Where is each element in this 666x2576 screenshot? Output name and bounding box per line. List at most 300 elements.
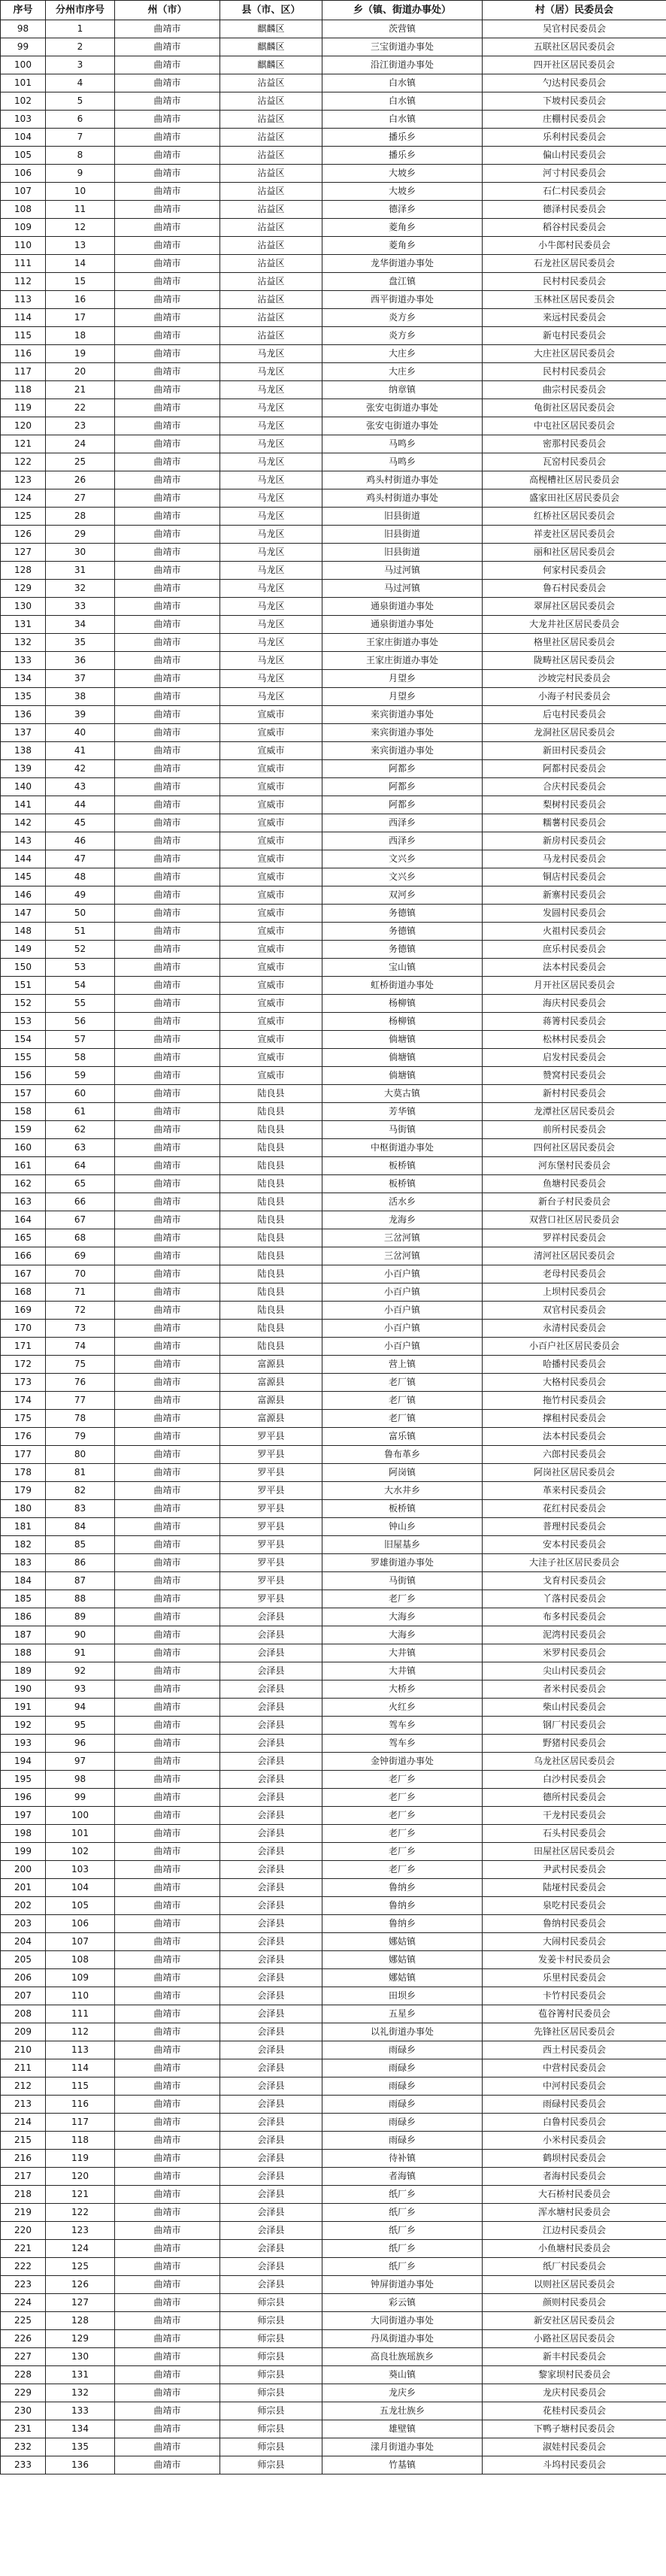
cell-committee: 鹤坝村民委员会	[483, 2150, 666, 2168]
table-row	[1, 20, 666, 38]
table-row	[1, 2168, 666, 2186]
cell-seq: 186	[1, 1608, 46, 1626]
cell-committee: 新屯村民委员会	[483, 327, 666, 345]
cell-committee: 糯薯村民委员会	[483, 814, 666, 832]
cell-city-seq: 111	[46, 2005, 115, 2023]
cell-county: 会泽县	[220, 1861, 322, 1879]
cell-city-seq: 130	[46, 2348, 115, 2366]
cell-township: 西泽乡	[322, 832, 483, 850]
cell-committee: 合庆村民委员会	[483, 778, 666, 796]
cell-committee: 米罗村民委员会	[483, 1644, 666, 1662]
cell-prefecture: 曲靖市	[115, 1987, 220, 2005]
table-row	[1, 381, 666, 399]
table-row	[1, 2438, 666, 2456]
table-row	[1, 1410, 666, 1428]
cell-seq: 131	[1, 616, 46, 634]
cell-city-seq: 99	[46, 1789, 115, 1807]
cell-committee: 哈播村民委员会	[483, 1356, 666, 1374]
cell-township: 雨碌乡	[322, 2041, 483, 2059]
cell-committee: 新寨村民委员会	[483, 886, 666, 905]
cell-county: 师宗县	[220, 2420, 322, 2438]
cell-township: 菱角乡	[322, 237, 483, 255]
cell-committee: 者海村民委员会	[483, 2168, 666, 2186]
cell-seq: 155	[1, 1049, 46, 1067]
table-row	[1, 1085, 666, 1103]
cell-prefecture: 曲靖市	[115, 742, 220, 760]
cell-county: 马龙区	[220, 634, 322, 652]
cell-county: 沾益区	[220, 201, 322, 219]
cell-committee: 革来村民委员会	[483, 1482, 666, 1500]
table-row	[1, 2059, 666, 2077]
cell-county: 沾益区	[220, 327, 322, 345]
cell-township: 纸厂乡	[322, 2222, 483, 2240]
cell-township: 大井镇	[322, 1644, 483, 1662]
cell-county: 会泽县	[220, 1969, 322, 1987]
cell-county: 师宗县	[220, 2348, 322, 2366]
cell-seq: 219	[1, 2204, 46, 2222]
cell-prefecture: 曲靖市	[115, 273, 220, 291]
table-row	[1, 1121, 666, 1139]
cell-county: 宣威市	[220, 796, 322, 814]
table-row	[1, 941, 666, 959]
table-row	[1, 2150, 666, 2168]
cell-township: 德泽乡	[322, 201, 483, 219]
cell-township: 雄壁镇	[322, 2420, 483, 2438]
cell-seq: 191	[1, 1699, 46, 1717]
cell-county: 陆良县	[220, 1139, 322, 1157]
cell-city-seq: 115	[46, 2077, 115, 2096]
cell-prefecture: 曲靖市	[115, 868, 220, 886]
cell-committee: 撑租村民委员会	[483, 1410, 666, 1428]
cell-prefecture: 曲靖市	[115, 255, 220, 273]
cell-township: 务德镇	[322, 905, 483, 923]
cell-prefecture: 曲靖市	[115, 1879, 220, 1897]
table-row	[1, 1735, 666, 1753]
cell-city-seq: 124	[46, 2240, 115, 2258]
cell-prefecture: 曲靖市	[115, 1536, 220, 1554]
cell-city-seq: 100	[46, 1807, 115, 1825]
cell-prefecture: 曲靖市	[115, 1211, 220, 1229]
cell-city-seq: 103	[46, 1861, 115, 1879]
table-row	[1, 435, 666, 453]
cell-committee: 大龙井社区居民委员会	[483, 616, 666, 634]
cell-prefecture: 曲靖市	[115, 2276, 220, 2294]
table-row	[1, 634, 666, 652]
cell-city-seq: 67	[46, 1211, 115, 1229]
cell-township: 纸厂乡	[322, 2258, 483, 2276]
table-row	[1, 2294, 666, 2312]
cell-county: 马龙区	[220, 399, 322, 417]
cell-prefecture: 曲靖市	[115, 201, 220, 219]
table-row	[1, 508, 666, 526]
cell-county: 会泽县	[220, 2258, 322, 2276]
cell-prefecture: 曲靖市	[115, 760, 220, 778]
cell-county: 宣威市	[220, 1049, 322, 1067]
cell-committee: 盛家田社区居民委员会	[483, 489, 666, 508]
cell-committee: 纸厂村民委员会	[483, 2258, 666, 2276]
cell-seq: 169	[1, 1302, 46, 1320]
cell-prefecture: 曲靖市	[115, 562, 220, 580]
cell-seq: 130	[1, 598, 46, 616]
cell-committee: 黎家坝村民委员会	[483, 2366, 666, 2384]
cell-committee: 发姜卡村民委员会	[483, 1951, 666, 1969]
cell-seq: 225	[1, 2312, 46, 2330]
cell-city-seq: 49	[46, 886, 115, 905]
cell-seq: 145	[1, 868, 46, 886]
cell-seq: 189	[1, 1662, 46, 1680]
cell-seq: 128	[1, 562, 46, 580]
cell-seq: 181	[1, 1518, 46, 1536]
cell-city-seq: 29	[46, 526, 115, 544]
cell-prefecture: 曲靖市	[115, 1157, 220, 1175]
cell-committee: 尹武村民委员会	[483, 1861, 666, 1879]
cell-prefecture: 曲靖市	[115, 165, 220, 183]
cell-county: 会泽县	[220, 2132, 322, 2150]
cell-seq: 194	[1, 1753, 46, 1771]
cell-prefecture: 曲靖市	[115, 995, 220, 1013]
table-row	[1, 2132, 666, 2150]
cell-city-seq: 52	[46, 941, 115, 959]
cell-seq: 197	[1, 1807, 46, 1825]
cell-county: 会泽县	[220, 2240, 322, 2258]
table-row	[1, 598, 666, 616]
cell-county: 富源县	[220, 1356, 322, 1374]
cell-township: 高良壮族瑶族乡	[322, 2348, 483, 2366]
cell-seq: 156	[1, 1067, 46, 1085]
cell-prefecture: 曲靖市	[115, 1464, 220, 1482]
cell-township: 纸厂乡	[322, 2240, 483, 2258]
cell-prefecture: 曲靖市	[115, 363, 220, 381]
cell-seq: 124	[1, 489, 46, 508]
cell-county: 宣威市	[220, 1067, 322, 1085]
cell-prefecture: 曲靖市	[115, 1410, 220, 1428]
cell-township: 娜姑镇	[322, 1951, 483, 1969]
cell-county: 宣威市	[220, 1013, 322, 1031]
cell-county: 会泽县	[220, 1987, 322, 2005]
table-row	[1, 1626, 666, 1644]
cell-seq: 164	[1, 1211, 46, 1229]
cell-city-seq: 28	[46, 508, 115, 526]
table-row	[1, 2276, 666, 2294]
cell-county: 会泽县	[220, 1699, 322, 1717]
cell-city-seq: 27	[46, 489, 115, 508]
cell-city-seq: 10	[46, 183, 115, 201]
cell-seq: 210	[1, 2041, 46, 2059]
cell-city-seq: 75	[46, 1356, 115, 1374]
cell-county: 会泽县	[220, 1915, 322, 1933]
cell-city-seq: 113	[46, 2041, 115, 2059]
cell-county: 马龙区	[220, 471, 322, 489]
cell-committee: 普理村民委员会	[483, 1518, 666, 1536]
cell-city-seq: 136	[46, 2456, 115, 2474]
cell-city-seq: 132	[46, 2384, 115, 2402]
cell-committee: 月开社区居民委员会	[483, 977, 666, 995]
cell-seq: 230	[1, 2402, 46, 2420]
cell-prefecture: 曲靖市	[115, 399, 220, 417]
cell-committee: 德所村民委员会	[483, 1789, 666, 1807]
cell-city-seq: 13	[46, 237, 115, 255]
cell-prefecture: 曲靖市	[115, 2420, 220, 2438]
cell-seq: 166	[1, 1247, 46, 1265]
cell-prefecture: 曲靖市	[115, 1446, 220, 1464]
table-row	[1, 2222, 666, 2240]
cell-committee: 鱼塘村民委员会	[483, 1175, 666, 1193]
table-row	[1, 1590, 666, 1608]
table-row	[1, 1500, 666, 1518]
cell-city-seq: 125	[46, 2258, 115, 2276]
cell-committee: 野猪村民委员会	[483, 1735, 666, 1753]
cell-committee: 中河村民委员会	[483, 2077, 666, 2096]
cell-committee: 格里社区居民委员会	[483, 634, 666, 652]
cell-prefecture: 曲靖市	[115, 2168, 220, 2186]
cell-township: 鲁纳乡	[322, 1879, 483, 1897]
cell-prefecture: 曲靖市	[115, 38, 220, 56]
table-row	[1, 1229, 666, 1247]
cell-committee: 下鸭子塘村民委员会	[483, 2420, 666, 2438]
cell-township: 旧县街道	[322, 544, 483, 562]
cell-seq: 115	[1, 327, 46, 345]
cell-county: 会泽县	[220, 2222, 322, 2240]
cell-township: 中枢街道办事处	[322, 1139, 483, 1157]
table-row	[1, 2186, 666, 2204]
cell-county: 罗平县	[220, 1446, 322, 1464]
cell-committee: 密那村民委员会	[483, 435, 666, 453]
cell-committee: 白沙村民委员会	[483, 1771, 666, 1789]
cell-prefecture: 曲靖市	[115, 923, 220, 941]
cell-committee: 法本村民委员会	[483, 1428, 666, 1446]
cell-prefecture: 曲靖市	[115, 381, 220, 399]
cell-city-seq: 2	[46, 38, 115, 56]
cell-seq: 208	[1, 2005, 46, 2023]
cell-seq: 187	[1, 1626, 46, 1644]
cell-seq: 163	[1, 1193, 46, 1211]
cell-committee: 雨碌村民委员会	[483, 2096, 666, 2114]
table-row	[1, 814, 666, 832]
cell-prefecture: 曲靖市	[115, 832, 220, 850]
cell-township: 阿岗镇	[322, 1464, 483, 1482]
cell-prefecture: 曲靖市	[115, 2114, 220, 2132]
cell-county: 罗平县	[220, 1554, 322, 1572]
cell-township: 月望乡	[322, 670, 483, 688]
cell-seq: 182	[1, 1536, 46, 1554]
cell-seq: 180	[1, 1500, 46, 1518]
table-row	[1, 905, 666, 923]
cell-county: 会泽县	[220, 2186, 322, 2204]
table-header-row	[1, 1, 666, 20]
cell-county: 沾益区	[220, 291, 322, 309]
cell-township: 白水镇	[322, 92, 483, 111]
table-row	[1, 724, 666, 742]
cell-prefecture: 曲靖市	[115, 2096, 220, 2114]
cell-township: 虹桥街道办事处	[322, 977, 483, 995]
cell-county: 沾益区	[220, 255, 322, 273]
cell-county: 罗平县	[220, 1536, 322, 1554]
cell-township: 旧县街道	[322, 526, 483, 544]
cell-city-seq: 73	[46, 1320, 115, 1338]
cell-seq: 203	[1, 1915, 46, 1933]
table-row	[1, 959, 666, 977]
cell-seq: 117	[1, 363, 46, 381]
cell-city-seq: 44	[46, 796, 115, 814]
cell-prefecture: 曲靖市	[115, 1247, 220, 1265]
cell-city-seq: 117	[46, 2114, 115, 2132]
cell-township: 鲁纳乡	[322, 1897, 483, 1915]
cell-city-seq: 106	[46, 1915, 115, 1933]
cell-seq: 185	[1, 1590, 46, 1608]
cell-city-seq: 6	[46, 111, 115, 129]
cell-committee: 白鲁村民委员会	[483, 2114, 666, 2132]
cell-township: 彩云镇	[322, 2294, 483, 2312]
cell-township: 娜姑镇	[322, 1933, 483, 1951]
table-row	[1, 1753, 666, 1771]
cell-prefecture: 曲靖市	[115, 219, 220, 237]
cell-prefecture: 曲靖市	[115, 2204, 220, 2222]
cell-seq: 110	[1, 237, 46, 255]
cell-city-seq: 118	[46, 2132, 115, 2150]
cell-prefecture: 曲靖市	[115, 634, 220, 652]
cell-seq: 172	[1, 1356, 46, 1374]
cell-city-seq: 69	[46, 1247, 115, 1265]
cell-county: 陆良县	[220, 1320, 322, 1338]
cell-seq: 173	[1, 1374, 46, 1392]
cell-township: 鲁布革乡	[322, 1446, 483, 1464]
cell-township: 待补镇	[322, 2150, 483, 2168]
cell-township: 阿都乡	[322, 778, 483, 796]
cell-township: 菱角乡	[322, 219, 483, 237]
table-row	[1, 1572, 666, 1590]
cell-township: 倘塘镇	[322, 1067, 483, 1085]
cell-committee: 者米村民委员会	[483, 1680, 666, 1699]
cell-city-seq: 17	[46, 309, 115, 327]
cell-seq: 150	[1, 959, 46, 977]
cell-prefecture: 曲靖市	[115, 1626, 220, 1644]
table-row	[1, 1392, 666, 1410]
cell-prefecture: 曲靖市	[115, 1139, 220, 1157]
table-row	[1, 1193, 666, 1211]
cell-committee: 新田村民委员会	[483, 742, 666, 760]
cell-city-seq: 64	[46, 1157, 115, 1175]
cell-township: 雨碌乡	[322, 2059, 483, 2077]
cell-seq: 108	[1, 201, 46, 219]
cell-township: 老厂乡	[322, 1771, 483, 1789]
cell-committee: 卡竹村民委员会	[483, 1987, 666, 2005]
table-row	[1, 562, 666, 580]
cell-city-seq: 135	[46, 2438, 115, 2456]
cell-county: 马龙区	[220, 381, 322, 399]
cell-committee: 尖山村民委员会	[483, 1662, 666, 1680]
cell-committee: 瓦窑村民委员会	[483, 453, 666, 471]
cell-seq: 233	[1, 2456, 46, 2474]
cell-city-seq: 123	[46, 2222, 115, 2240]
cell-county: 会泽县	[220, 1789, 322, 1807]
cell-township: 钟屏街道办事处	[322, 2276, 483, 2294]
cell-prefecture: 曲靖市	[115, 1572, 220, 1590]
table-row	[1, 2005, 666, 2023]
cell-prefecture: 曲靖市	[115, 941, 220, 959]
cell-seq: 121	[1, 435, 46, 453]
cell-committee: 何家村民委员会	[483, 562, 666, 580]
table-row	[1, 1338, 666, 1356]
table-row	[1, 1139, 666, 1157]
cell-seq: 196	[1, 1789, 46, 1807]
cell-city-seq: 78	[46, 1410, 115, 1428]
cell-prefecture: 曲靖市	[115, 1735, 220, 1753]
cell-city-seq: 3	[46, 56, 115, 74]
table-row	[1, 2204, 666, 2222]
cell-prefecture: 曲靖市	[115, 526, 220, 544]
cell-township: 王家庄街道办事处	[322, 634, 483, 652]
table-row	[1, 1861, 666, 1879]
cell-prefecture: 曲靖市	[115, 1717, 220, 1735]
cell-seq: 211	[1, 2059, 46, 2077]
cell-city-seq: 46	[46, 832, 115, 850]
cell-county: 宣威市	[220, 850, 322, 868]
table-row	[1, 1067, 666, 1085]
cell-committee: 田屋社区居民委员会	[483, 1843, 666, 1861]
cell-county: 陆良县	[220, 1175, 322, 1193]
cell-prefecture: 曲靖市	[115, 1085, 220, 1103]
cell-county: 宣威市	[220, 1031, 322, 1049]
cell-committee: 布多村民委员会	[483, 1608, 666, 1626]
cell-township: 茨营镇	[322, 20, 483, 38]
cell-prefecture: 曲靖市	[115, 1103, 220, 1121]
cell-county: 师宗县	[220, 2384, 322, 2402]
cell-seq: 132	[1, 634, 46, 652]
cell-seq: 183	[1, 1554, 46, 1572]
cell-county: 会泽县	[220, 1662, 322, 1680]
cell-committee: 河寸村民委员会	[483, 165, 666, 183]
cell-committee: 民村村民委员会	[483, 273, 666, 291]
cell-committee: 发圆村民委员会	[483, 905, 666, 923]
cell-prefecture: 曲靖市	[115, 850, 220, 868]
cell-township: 大坡乡	[322, 165, 483, 183]
cell-seq: 207	[1, 1987, 46, 2005]
cell-committee: 龙庆村民委员会	[483, 2384, 666, 2402]
cell-prefecture: 曲靖市	[115, 2384, 220, 2402]
header-committee: 村（居）民委员会	[483, 1, 666, 20]
cell-prefecture: 曲靖市	[115, 1680, 220, 1699]
cell-prefecture: 曲靖市	[115, 1049, 220, 1067]
cell-committee: 小米村民委员会	[483, 2132, 666, 2150]
cell-prefecture: 曲靖市	[115, 1933, 220, 1951]
cell-city-seq: 71	[46, 1283, 115, 1302]
cell-prefecture: 曲靖市	[115, 1915, 220, 1933]
cell-township: 老厂乡	[322, 1843, 483, 1861]
cell-township: 大同街道办事处	[322, 2312, 483, 2330]
cell-prefecture: 曲靖市	[115, 2258, 220, 2276]
cell-township: 五星乡	[322, 2005, 483, 2023]
cell-seq: 105	[1, 147, 46, 165]
cell-county: 马龙区	[220, 652, 322, 670]
cell-city-seq: 36	[46, 652, 115, 670]
cell-city-seq: 79	[46, 1428, 115, 1446]
cell-prefecture: 曲靖市	[115, 471, 220, 489]
cell-committee: 安本村民委员会	[483, 1536, 666, 1554]
cell-township: 大桥乡	[322, 1680, 483, 1699]
cell-township: 来宾街道办事处	[322, 724, 483, 742]
cell-township: 老厂镇	[322, 1374, 483, 1392]
cell-committee: 龟街社区居民委员会	[483, 399, 666, 417]
cell-county: 会泽县	[220, 1771, 322, 1789]
cell-prefecture: 曲靖市	[115, 147, 220, 165]
cell-city-seq: 89	[46, 1608, 115, 1626]
cell-prefecture: 曲靖市	[115, 1175, 220, 1193]
cell-township: 白水镇	[322, 111, 483, 129]
cell-city-seq: 54	[46, 977, 115, 995]
table-row	[1, 219, 666, 237]
cell-township: 钟山乡	[322, 1518, 483, 1536]
cell-township: 纸厂乡	[322, 2186, 483, 2204]
